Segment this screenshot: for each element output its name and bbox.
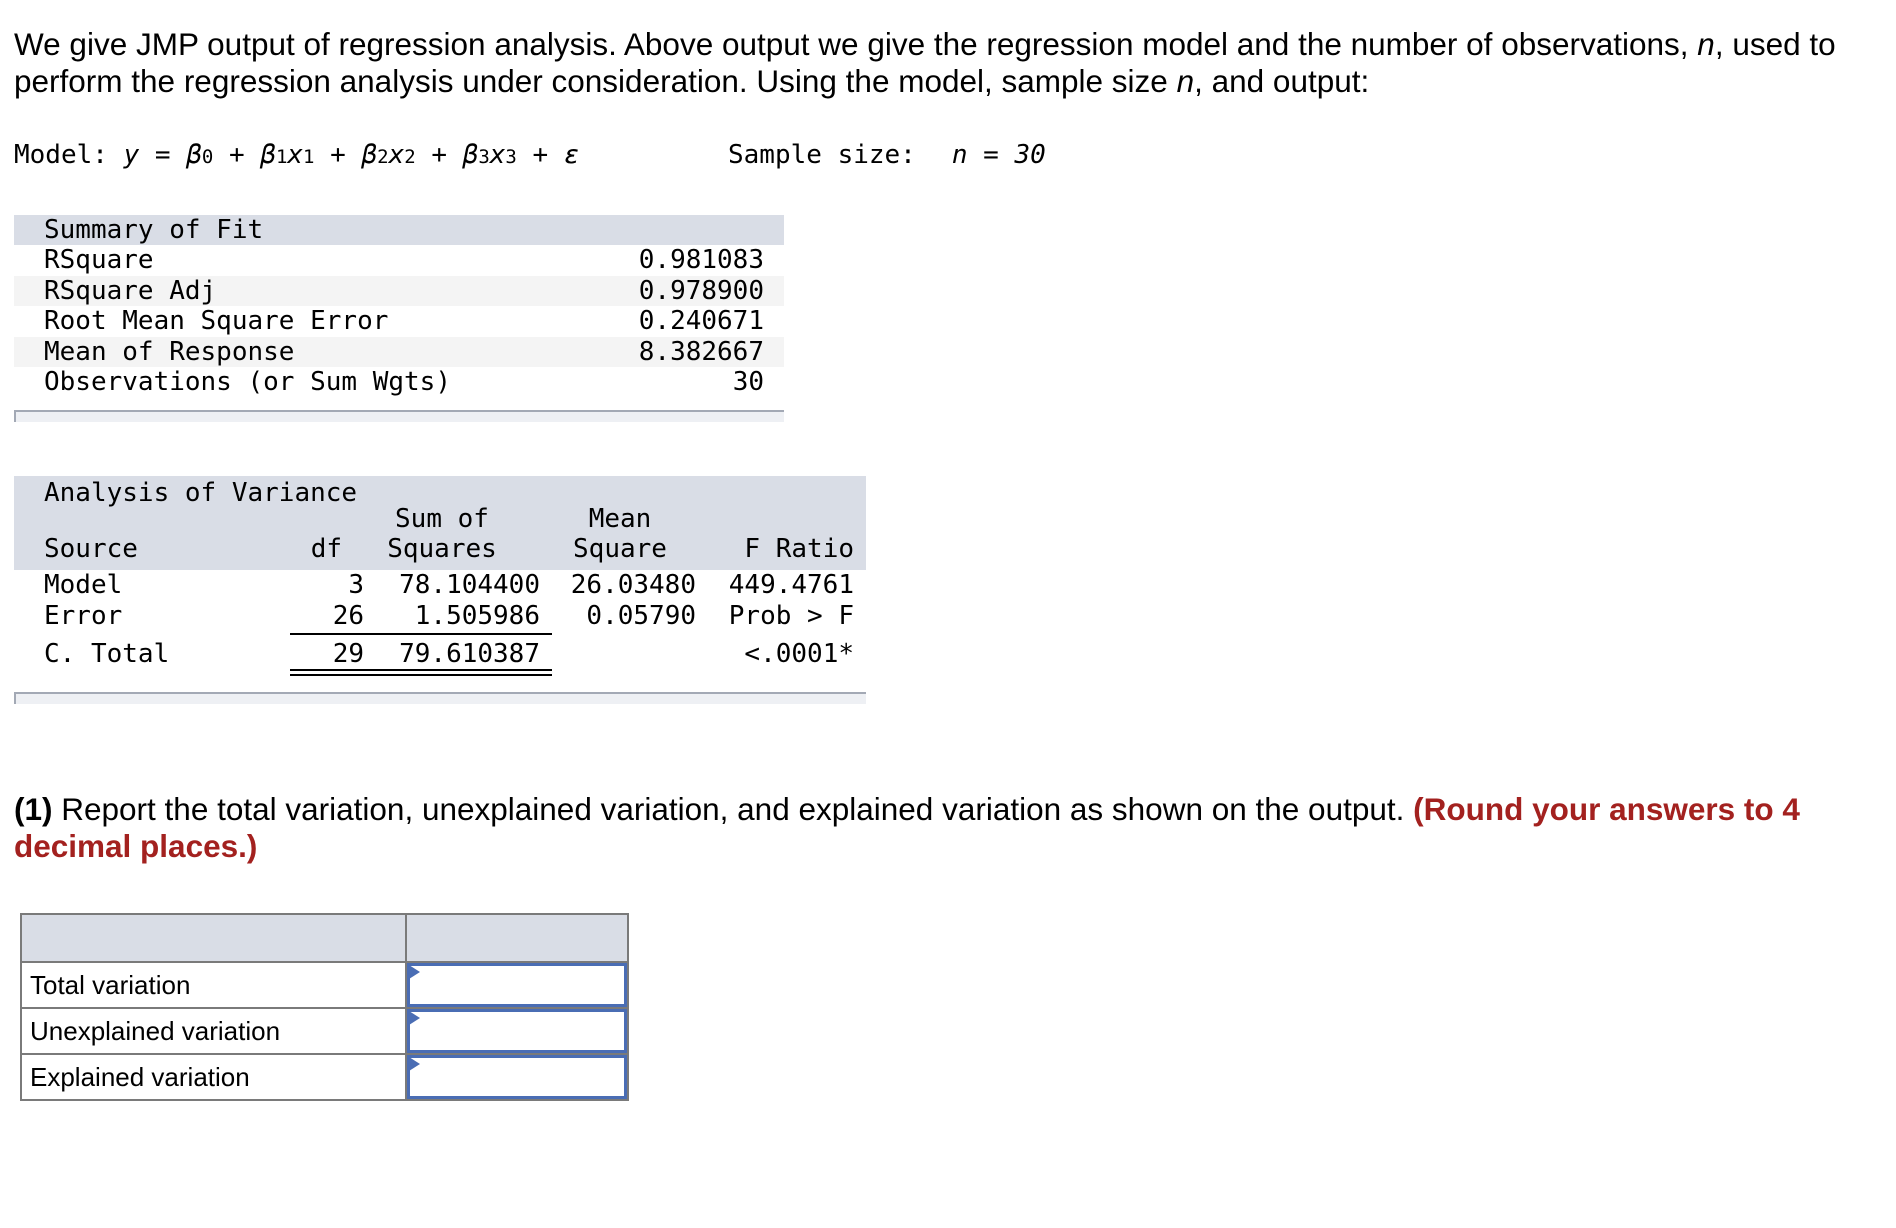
model-plus: + — [330, 140, 346, 170]
double-underline-top — [290, 669, 552, 671]
answer-cell — [406, 1054, 628, 1100]
anova-ms-error: 0.05790 — [586, 601, 696, 631]
model-y: y — [123, 140, 140, 170]
anova-ms-model: 26.03480 — [570, 570, 696, 600]
summary-of-fit-title: Summary of Fit — [14, 215, 784, 245]
anova-df-error: 26 — [332, 601, 364, 631]
fit-row-rmse — [14, 306, 784, 337]
model-plus: + — [532, 140, 549, 170]
header-f-ratio: F Ratio — [744, 534, 854, 564]
total-variation-input[interactable] — [407, 963, 627, 1007]
question-number: (1) — [14, 791, 53, 827]
model-x1: x — [287, 140, 304, 170]
panel-divider — [14, 692, 866, 704]
model-x2: x — [388, 140, 405, 170]
fit-row-mean-response — [14, 337, 784, 368]
model-equation: Model: y = β 0 + β 1 x 1 + β 2 x 2 + β 3 x 3 + ε — [14, 140, 580, 170]
model-beta0: β — [186, 140, 202, 170]
answer-label-total: Total variation — [21, 962, 406, 1008]
model-beta1: β — [260, 140, 276, 170]
fit-value: 0.240671 — [638, 306, 764, 336]
explained-variation-input[interactable] — [407, 1055, 627, 1099]
anova-ss-model: 78.104400 — [399, 570, 540, 600]
header-cell — [21, 914, 406, 962]
answer-label-unexplained: Unexplained variation — [21, 1008, 406, 1054]
fit-label: Root Mean Square Error — [44, 306, 389, 336]
fit-value: 0.978900 — [638, 275, 764, 306]
answer-label-explained: Explained variation — [21, 1054, 406, 1100]
answer-cell — [406, 962, 628, 1008]
header-ss-line1: Sum of — [395, 504, 489, 534]
flag-marker-icon — [409, 1057, 420, 1071]
anova-title: Analysis of Variance — [44, 478, 358, 508]
header-source: Source — [44, 534, 138, 564]
anova-ss-total: 79.610387 — [399, 639, 540, 669]
fit-value: 0.981083 — [638, 245, 764, 275]
question-text: Report the total variation, unexplained variation, and explained variation as shown on the output. — [52, 791, 1414, 827]
fit-label: Mean of Response — [44, 336, 295, 367]
sample-size — [728, 140, 1046, 170]
anova-panel — [14, 476, 866, 704]
fit-label: Observations (or Sum Wgts) — [44, 367, 451, 397]
flag-marker-icon — [409, 965, 420, 979]
sample-size-label: Sample size: — [728, 140, 916, 170]
total-underline — [290, 633, 552, 635]
anova-source-error: Error — [44, 601, 123, 631]
answer-row-unexplained — [21, 1008, 628, 1054]
fit-label: RSquare — [44, 245, 154, 275]
answer-table — [20, 913, 629, 1101]
double-underline-bottom — [290, 674, 552, 676]
fit-label: RSquare Adj — [44, 275, 217, 306]
intro-n-1: n — [1697, 26, 1715, 62]
anova-f-model: 449.4761 — [728, 570, 854, 600]
panel-divider — [14, 410, 784, 422]
intro-text — [14, 26, 1874, 100]
unexplained-variation-input[interactable] — [407, 1009, 627, 1053]
anova-df-model: 3 — [348, 570, 364, 600]
model-plus: + — [431, 140, 447, 170]
answer-table-header — [21, 914, 628, 962]
fit-value: 30 — [732, 367, 764, 397]
question-1 — [14, 791, 1874, 865]
intro-part-1: We give JMP output of regression analysis. Above output we give the regression model and the number of observations, — [14, 26, 1698, 62]
model-plus: + — [228, 140, 245, 170]
fit-row-rsquare — [14, 245, 784, 276]
anova-source-model: Model — [44, 570, 123, 600]
anova-source-total: C. Total — [44, 639, 170, 669]
header-ms-line2: Square — [573, 534, 667, 564]
fit-value: 8.382667 — [638, 336, 764, 367]
header-ms-line1: Mean — [588, 504, 652, 534]
answer-row-explained — [21, 1054, 628, 1100]
fit-row-rsquare-adj — [14, 276, 784, 307]
header-df: df — [310, 534, 342, 564]
anova-header — [14, 476, 866, 570]
summary-of-fit-panel — [14, 215, 784, 422]
question-rounding-note: (Round your answers to 4 decimal places.) — [14, 791, 1800, 864]
anova-prob-value: <.0001* — [744, 639, 854, 669]
answer-cell — [406, 1008, 628, 1054]
header-cell — [406, 914, 628, 962]
answer-row-total — [21, 962, 628, 1008]
intro-part-2: , used to perform the regression analysis under consideration. Using the model, sample size — [14, 26, 1836, 99]
model-beta2: β — [361, 140, 378, 170]
anova-prob-label: Prob > F — [728, 601, 854, 631]
anova-df-total: 29 — [332, 639, 364, 669]
model-beta3: β — [462, 140, 479, 170]
model-label: Model: — [14, 140, 108, 170]
model-x3: x — [489, 140, 506, 170]
anova-ss-error: 1.505986 — [414, 601, 540, 631]
header-ss-line2: Squares — [387, 534, 497, 564]
intro-part-3: , and output: — [1194, 63, 1370, 99]
model-epsilon: ε — [563, 140, 580, 170]
intro-n-2: n — [1176, 63, 1195, 99]
sample-size-value: n = 30 — [951, 140, 1046, 170]
model-eq: = — [154, 140, 171, 170]
flag-marker-icon — [409, 1011, 420, 1025]
anova-body — [14, 570, 866, 680]
fit-row-observations — [14, 367, 784, 398]
